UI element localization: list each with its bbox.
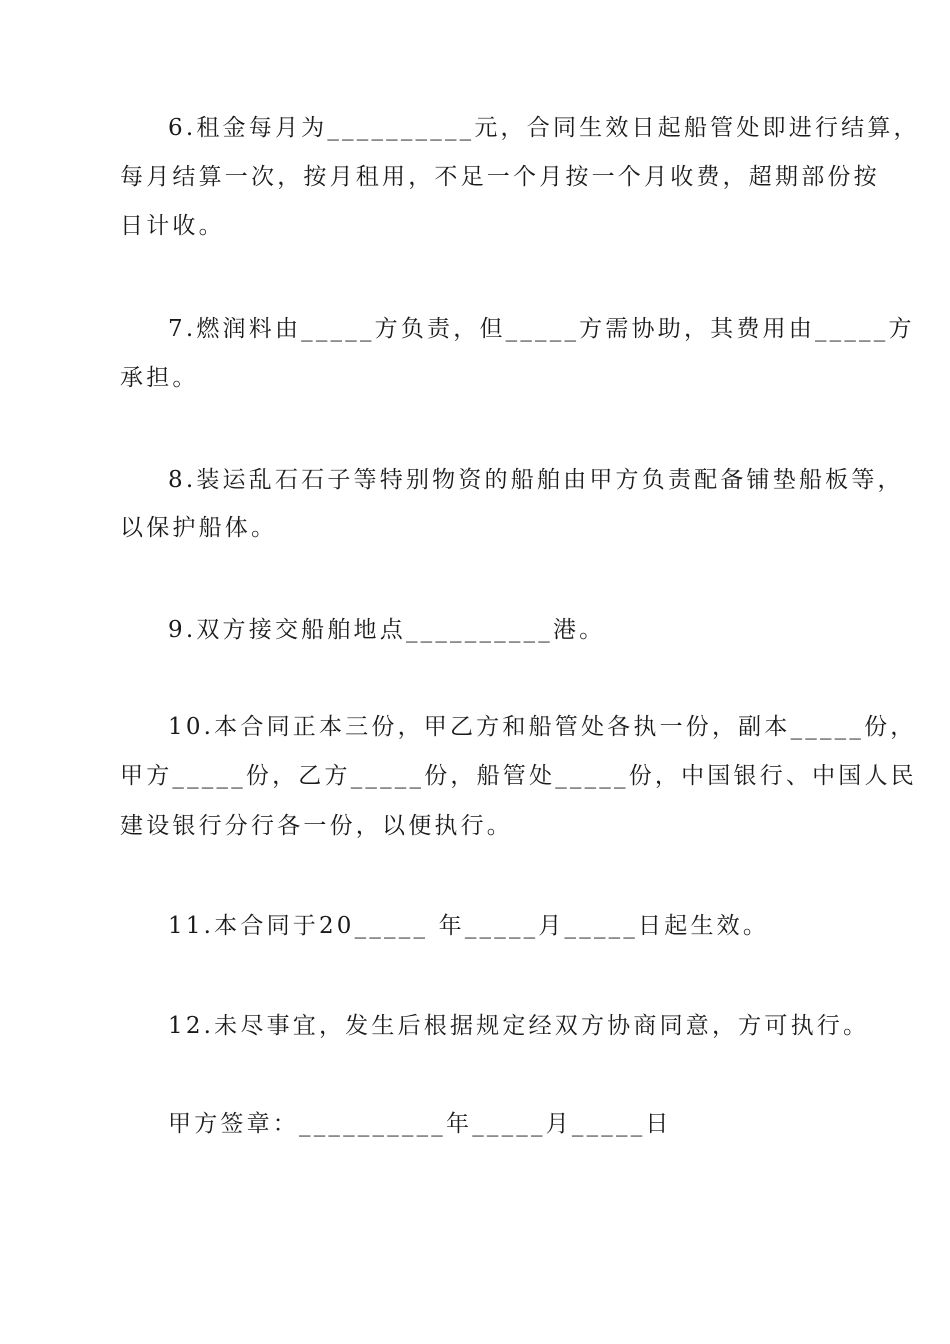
clause-10-line-3: 建设银行分行各一份，以便执行。 (120, 813, 513, 839)
clause-6-line-2: 每月结算一次，按月租用，不足一个月按一个月收费，超期部份按 (120, 164, 880, 190)
clause-11-line-1: 11.本合同于20_____ 年_____月_____日起生效。 (168, 913, 770, 939)
clause-6-line-3: 日计收。 (120, 213, 225, 239)
clause-8-line-1: 8.装运乱石石子等特别物资的船舶由甲方负责配备铺垫船板等， (168, 467, 904, 493)
clause-8-line-2: 以保护船体。 (120, 515, 278, 541)
clause-10-line-2: 甲方_____份，乙方_____份，船管处_____份，中国银行、中国人民 (120, 763, 917, 789)
clause-9-line-1: 9.双方接交船舶地点__________港。 (168, 617, 606, 643)
clause-6-line-1: 6.租金每月为__________元，合同生效日起船管处即进行结算， (168, 115, 920, 141)
party-a-signature-line: 甲方签章：__________年_____月_____日 (168, 1111, 672, 1137)
clause-12-line-1: 12.未尽事宜，发生后根据规定经双方协商同意，方可执行。 (168, 1013, 870, 1039)
clause-7-line-1: 7.燃润料由_____方负责，但_____方需协助，其费用由_____方 (168, 316, 915, 342)
clause-10-line-1: 10.本合同正本三份，甲乙方和船管处各执一份，副本_____份， (168, 714, 917, 740)
clause-7-line-2: 承担。 (120, 365, 199, 391)
